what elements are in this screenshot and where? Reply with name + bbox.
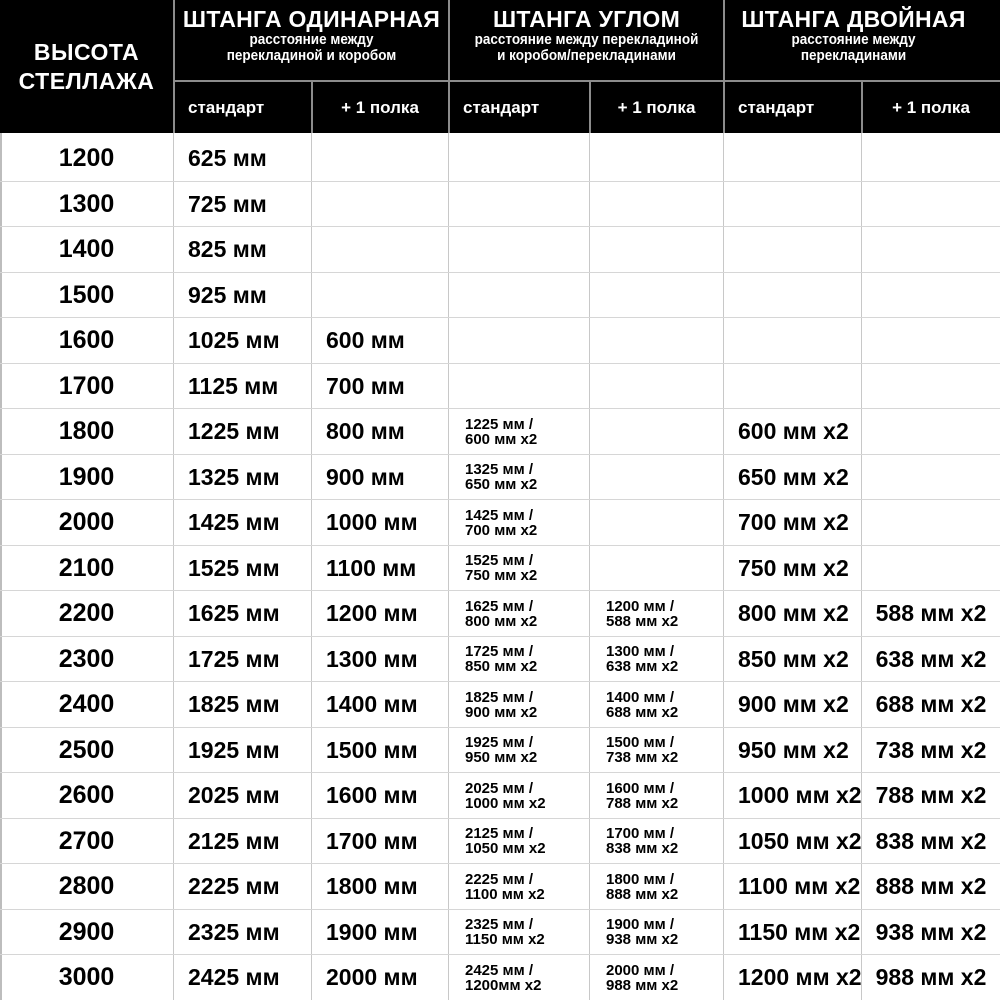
row-divider [0, 954, 1000, 955]
table-row [0, 728, 1000, 773]
cell-double-standard: 1050 мм x2 [738, 827, 862, 854]
row-divider [0, 545, 1000, 546]
cell-corner-plus-shelf: 1900 мм / 938 мм x2 [606, 916, 679, 948]
cell-height: 2600 [58, 781, 115, 809]
cell-height: 1800 [58, 417, 115, 445]
cell-single-plus-shelf: 600 мм [326, 327, 405, 353]
cell-corner-standard [449, 273, 589, 318]
cell-height: 2900 [58, 917, 115, 946]
row-divider [0, 681, 1000, 682]
cell-corner-standard [449, 227, 589, 272]
cell-corner-plus-shelf: 1300 мм / 638 мм x2 [606, 643, 679, 675]
table-header [0, 0, 1000, 133]
cell-single-standard: 1625 мм [188, 600, 280, 626]
row-divider [0, 590, 1000, 591]
cell-corner-standard: 2225 мм / 1100 мм x2 [465, 870, 545, 903]
cell-double-plus-shelf [862, 273, 1000, 318]
table-row [0, 591, 1000, 636]
subheader-single-plus-shelf: + 1 полка [341, 97, 419, 117]
row-divider [0, 727, 1000, 728]
cell-single-plus-shelf [312, 182, 448, 227]
cell-corner-standard: 1625 мм / 800 мм x2 [465, 597, 538, 630]
cell-corner-plus-shelf: 2000 мм / 988 мм x2 [606, 961, 679, 994]
cell-double-plus-shelf [862, 455, 1000, 500]
cell-single-standard: 1125 мм [188, 372, 279, 399]
table-row [0, 773, 1000, 818]
row-divider [0, 181, 1000, 182]
cell-single-plus-shelf: 1000 мм [326, 509, 418, 535]
group-subtitle-corner-2: и коробом/перекладинами [497, 47, 676, 64]
cell-double-standard [724, 182, 861, 227]
cell-height: 1300 [58, 189, 115, 218]
cell-single-standard: 1425 мм [188, 509, 280, 535]
group-title-corner: ШТАНГА УГЛОМ [492, 6, 681, 32]
row-divider [0, 317, 1000, 318]
header-group-corner [450, 0, 723, 80]
cell-height: 2500 [58, 735, 115, 764]
subheader-double-plus-shelf: + 1 полка [892, 97, 970, 117]
row-divider [0, 408, 1000, 409]
header-divider [723, 0, 725, 133]
cell-corner-standard: 1525 мм / 750 мм x2 [465, 552, 538, 584]
cell-height: 2300 [58, 644, 115, 673]
cell-height: 1700 [58, 371, 115, 400]
cell-corner-plus-shelf [590, 136, 723, 181]
cell-height: 2400 [58, 690, 115, 718]
cell-single-plus-shelf: 1200 мм [326, 600, 418, 626]
cell-double-standard: 1000 мм x2 [738, 782, 862, 808]
table-row [0, 318, 1000, 363]
table-row [0, 409, 1000, 454]
cell-double-standard: 800 мм x2 [738, 600, 849, 626]
cell-double-standard: 1150 мм x2 [738, 918, 861, 945]
subheader-double-standard: стандарт [738, 97, 815, 117]
cell-single-plus-shelf [312, 273, 448, 318]
cell-single-standard: 1025 мм [188, 327, 280, 353]
cell-double-standard [724, 273, 861, 318]
row-divider [0, 499, 1000, 500]
cell-corner-plus-shelf [590, 182, 723, 227]
cell-height: 2800 [58, 872, 115, 900]
cell-single-plus-shelf: 1800 мм [326, 873, 418, 899]
row-divider [0, 636, 1000, 637]
cell-double-plus-shelf [862, 500, 1000, 545]
row-divider [0, 363, 1000, 364]
cell-single-plus-shelf: 1700 мм [326, 827, 418, 854]
cell-single-plus-shelf: 900 мм [326, 463, 405, 490]
cell-corner-standard: 1725 мм / 850 мм x2 [465, 643, 538, 675]
header-height-line1: ВЫСОТА [33, 38, 140, 65]
cell-single-standard: 1225 мм [188, 418, 280, 444]
cell-single-plus-shelf: 800 мм [326, 418, 405, 444]
cell-single-plus-shelf: 1400 мм [326, 691, 418, 717]
cell-double-plus-shelf: 588 мм x2 [875, 600, 987, 626]
cell-double-standard: 1200 мм x2 [738, 964, 862, 990]
cell-single-standard: 2225 мм [188, 873, 280, 899]
cell-corner-standard: 1425 мм / 700 мм x2 [465, 506, 538, 539]
cell-double-plus-shelf: 638 мм x2 [875, 645, 987, 672]
cell-double-plus-shelf [862, 364, 1000, 409]
cell-double-standard: 750 мм x2 [738, 554, 849, 581]
group-title-single: ШТАНГА ОДИНАРНАЯ [182, 6, 441, 32]
cell-single-plus-shelf: 1500 мм [326, 736, 418, 763]
header-divider [861, 82, 863, 133]
cell-double-standard: 950 мм x2 [738, 736, 849, 763]
cell-single-plus-shelf: 700 мм [326, 372, 405, 399]
cell-double-plus-shelf: 688 мм x2 [875, 691, 987, 717]
header-divider [173, 0, 175, 133]
group-subtitle-double-2: перекладинами [800, 47, 907, 64]
cell-corner-plus-shelf: 1200 мм / 588 мм x2 [606, 597, 679, 630]
cell-single-standard: 2325 мм [188, 918, 280, 945]
cell-double-standard: 900 мм x2 [738, 691, 849, 717]
cell-height: 1200 [58, 144, 115, 172]
cell-corner-plus-shelf [590, 546, 723, 591]
cell-double-plus-shelf [862, 182, 1000, 227]
cell-double-plus-shelf [862, 136, 1000, 181]
cell-double-plus-shelf: 888 мм x2 [875, 873, 987, 899]
cell-corner-standard: 1225 мм / 600 мм x2 [465, 415, 538, 448]
header-divider [311, 82, 313, 133]
cell-single-plus-shelf: 1300 мм [326, 645, 418, 672]
cell-single-standard: 1925 мм [188, 736, 280, 763]
cell-double-standard: 850 мм x2 [738, 645, 849, 672]
cell-double-plus-shelf: 938 мм x2 [875, 918, 987, 945]
cell-corner-standard: 1325 мм / 650 мм x2 [465, 461, 538, 493]
header-height [0, 0, 173, 133]
cell-corner-plus-shelf [590, 409, 723, 454]
cell-double-standard: 650 мм x2 [738, 463, 849, 490]
group-subtitle-corner-1: расстояние между перекладиной [474, 31, 699, 48]
cell-single-standard: 2425 мм [188, 964, 280, 990]
table-row [0, 546, 1000, 591]
table-row [0, 136, 1000, 181]
cell-double-plus-shelf [862, 318, 1000, 363]
table-row [0, 955, 1000, 1000]
row-divider [0, 772, 1000, 773]
row-divider [0, 454, 1000, 455]
cell-corner-plus-shelf [590, 364, 723, 409]
cell-corner-standard [449, 182, 589, 227]
group-subtitle-single-1: расстояние между [249, 31, 374, 48]
cell-corner-plus-shelf: 1400 мм / 688 мм x2 [606, 688, 679, 721]
header-height-line2: СТЕЛЛАЖА [18, 67, 155, 94]
cell-corner-plus-shelf: 1700 мм / 838 мм x2 [606, 825, 679, 857]
header-group-single [175, 0, 448, 80]
cell-double-plus-shelf [862, 227, 1000, 272]
cell-double-standard [724, 318, 861, 363]
cell-single-standard: 925 мм [188, 281, 267, 308]
cell-height: 1900 [58, 462, 115, 491]
header-group-double [725, 0, 982, 80]
cell-height: 2100 [58, 553, 115, 582]
cell-corner-standard: 1925 мм / 950 мм x2 [465, 734, 538, 766]
cell-corner-standard: 1825 мм / 900 мм x2 [465, 688, 538, 721]
table-row [0, 227, 1000, 272]
cell-single-plus-shelf: 1900 мм [326, 918, 418, 945]
row-divider [0, 226, 1000, 227]
row-divider [0, 272, 1000, 273]
row-divider [0, 909, 1000, 910]
cell-single-plus-shelf: 2000 мм [326, 964, 418, 990]
cell-corner-plus-shelf: 1800 мм / 888 мм x2 [606, 870, 679, 903]
cell-corner-standard: 2325 мм / 1150 мм x2 [465, 916, 545, 948]
cell-height: 1600 [58, 326, 115, 354]
cell-double-standard [724, 227, 861, 272]
cell-height: 1500 [58, 280, 115, 309]
cell-double-plus-shelf: 838 мм x2 [875, 827, 987, 854]
cell-single-standard: 725 мм [188, 190, 267, 217]
subheader-single-standard: стандарт [188, 97, 265, 117]
cell-corner-plus-shelf [590, 455, 723, 500]
row-divider [0, 818, 1000, 819]
cell-corner-standard [449, 318, 589, 363]
cell-height: 2000 [58, 508, 115, 536]
cell-corner-plus-shelf: 1500 мм / 738 мм x2 [606, 734, 679, 766]
cell-single-standard: 2125 мм [188, 827, 280, 854]
table-row [0, 910, 1000, 955]
cell-corner-standard [449, 364, 589, 409]
cell-corner-standard: 2425 мм / 1200мм x2 [465, 961, 542, 994]
cell-height: 1400 [58, 235, 115, 263]
cell-corner-standard: 2025 мм / 1000 мм x2 [465, 779, 546, 812]
cell-height: 3000 [58, 963, 115, 991]
table-row [0, 182, 1000, 227]
subheader-corner-standard: стандарт [463, 97, 540, 117]
row-divider [0, 863, 1000, 864]
cell-corner-plus-shelf [590, 227, 723, 272]
table-row [0, 864, 1000, 909]
group-subtitle-single-2: перекладиной и коробом [226, 47, 397, 64]
cell-single-plus-shelf [312, 136, 448, 181]
group-title-double: ШТАНГА ДВОЙНАЯ [741, 6, 966, 32]
cell-single-standard: 1325 мм [188, 463, 280, 490]
cell-double-standard: 600 мм x2 [738, 418, 849, 444]
cell-double-standard: 1100 мм x2 [738, 873, 861, 899]
subheader-corner-plus-shelf: + 1 полка [617, 97, 696, 117]
cell-single-standard: 1525 мм [188, 554, 280, 581]
cell-single-standard: 1725 мм [188, 645, 280, 672]
cell-single-plus-shelf: 1100 мм [326, 554, 417, 581]
cell-single-standard: 1825 мм [188, 691, 280, 717]
cell-single-standard: 825 мм [188, 236, 267, 262]
cell-double-plus-shelf: 788 мм x2 [875, 782, 987, 808]
cell-corner-plus-shelf [590, 273, 723, 318]
cell-corner-plus-shelf [590, 500, 723, 545]
cell-double-plus-shelf [862, 546, 1000, 591]
cell-height: 2700 [58, 826, 115, 855]
cell-double-standard [724, 364, 861, 409]
table-row [0, 819, 1000, 864]
table-row [0, 500, 1000, 545]
cell-corner-plus-shelf: 1600 мм / 788 мм x2 [606, 779, 679, 812]
cell-double-plus-shelf: 988 мм x2 [875, 964, 987, 990]
cell-double-standard: 700 мм x2 [738, 509, 849, 535]
header-divider [448, 0, 450, 133]
table-row [0, 273, 1000, 318]
table-row [0, 455, 1000, 500]
cell-corner-standard [449, 136, 589, 181]
cell-double-plus-shelf [862, 409, 1000, 454]
cell-double-plus-shelf: 738 мм x2 [875, 736, 987, 763]
table-row [0, 682, 1000, 727]
cell-single-plus-shelf [312, 227, 448, 272]
table-row [0, 364, 1000, 409]
cell-corner-plus-shelf [590, 318, 723, 363]
cell-height: 2200 [58, 599, 115, 627]
header-divider [589, 82, 591, 133]
cell-double-standard [724, 136, 861, 181]
group-subtitle-double-1: расстояние между [791, 31, 916, 48]
header-divider [175, 80, 1000, 82]
table-row [0, 637, 1000, 682]
cell-corner-standard: 2125 мм / 1050 мм x2 [465, 825, 546, 857]
cell-single-standard: 625 мм [188, 145, 267, 171]
cell-single-standard: 2025 мм [188, 782, 280, 808]
cell-single-plus-shelf: 1600 мм [326, 782, 418, 808]
